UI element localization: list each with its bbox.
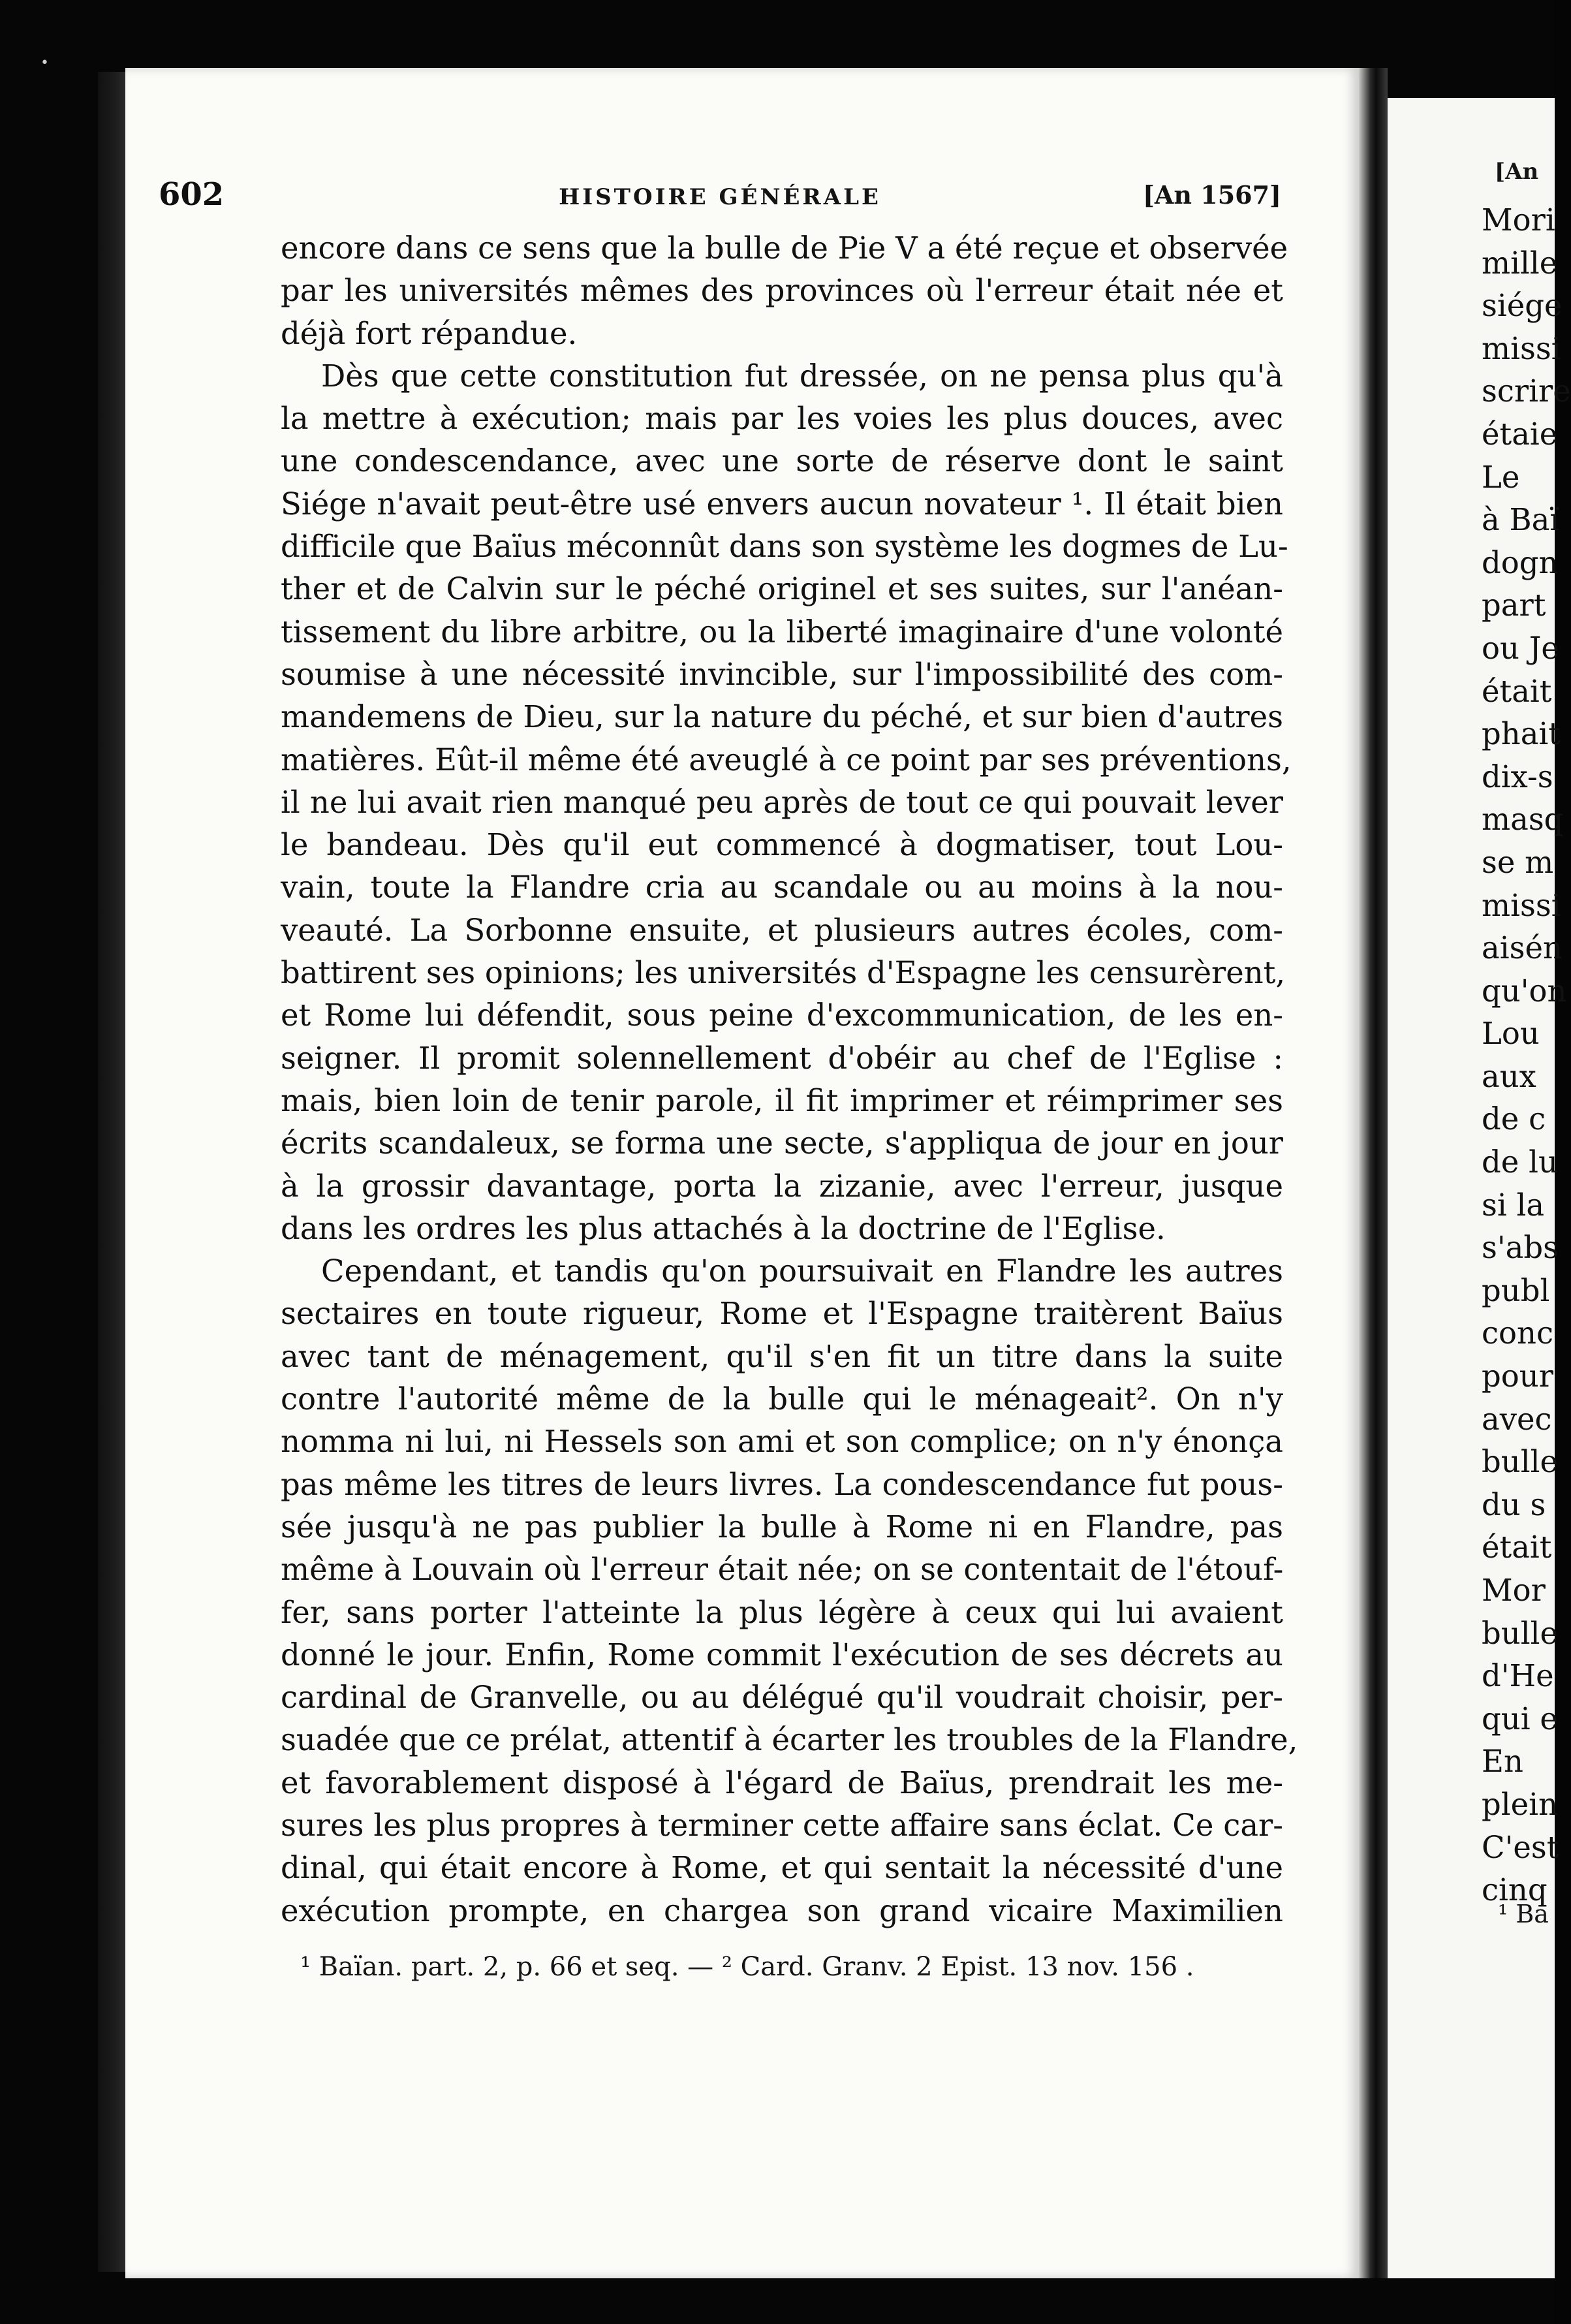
text-line: sures les plus propres à terminer cette affaire sans éclat. Ce car- xyxy=(281,1807,1283,1843)
text-line: était xyxy=(1482,1530,1552,1565)
text-line: siége xyxy=(1482,288,1563,324)
text-line: était xyxy=(1482,673,1552,709)
text-line: publ xyxy=(1482,1272,1550,1308)
text-line: du s xyxy=(1482,1486,1546,1522)
header-year: [An 1567] xyxy=(1142,180,1281,210)
text-line: C'est xyxy=(1482,1829,1559,1865)
text-line: phait xyxy=(1482,716,1561,752)
text-line: écrits scandaleux, se forma une secte, s'appliqua de jour en jour xyxy=(281,1125,1283,1161)
page-edge-shadow xyxy=(98,72,125,2272)
body-text xyxy=(281,227,1298,1932)
text-line: missi xyxy=(1482,887,1561,923)
text-line: s'abs xyxy=(1482,1230,1559,1266)
scan-edge-mark: • xyxy=(40,55,49,71)
text-line: la mettre à exécution; mais par les voies les plus douces, avec xyxy=(281,401,1283,437)
text-line: mais, bien loin de tenir parole, il fit imprimer et réimprimer ses xyxy=(281,1082,1283,1118)
text-line: avec tant de ménagement, qu'il s'en fit un titre dans la suite xyxy=(281,1338,1283,1374)
text-line: sée jusqu'à ne pas publier la bulle à Rome ni en Flandre, pas xyxy=(281,1509,1283,1545)
running-title: HISTOIRE GÉNÉRALE xyxy=(559,184,881,210)
text-line: si la xyxy=(1482,1187,1545,1223)
text-line: Mori xyxy=(1482,202,1555,238)
text-line: scrire xyxy=(1482,373,1571,409)
text-line: Dès que cette constitution fut dressée, on ne pensa plus qu'à xyxy=(321,358,1283,394)
text-line: En xyxy=(1482,1744,1523,1780)
text-line: et favorablement disposé à l'égard de Baïus, prendrait les me- xyxy=(281,1765,1283,1800)
text-line: encore dans ce sens que la bulle de Pie V a été reçue et observée xyxy=(281,230,1288,266)
text-line: aisén xyxy=(1482,930,1563,966)
text-line: de lu xyxy=(1482,1144,1558,1180)
text-line: une condescendance, avec une sorte de réserve dont le saint xyxy=(281,443,1283,479)
text-line: aux xyxy=(1482,1058,1536,1094)
text-line: Le xyxy=(1482,459,1520,495)
text-line: se m xyxy=(1482,844,1554,880)
text-line: fer, sans porter l'atteinte la plus légère à ceux qui lui avaient xyxy=(281,1594,1283,1630)
text-line: donné le jour. Enfin, Rome commit l'exécution de ses décrets au xyxy=(281,1637,1283,1672)
text-line: le bandeau. Dès qu'il eut commencé à dogmatiser, tout Lou- xyxy=(281,827,1283,863)
text-line: il ne lui avait rien manqué peu après de tout ce qui pouvait lever xyxy=(281,784,1283,820)
text-line: mille xyxy=(1482,245,1558,281)
footnote: ¹ Baïan. part. 2, p. 66 et seq. — ² Card. Granv. 2 Epist. 13 nov. 156 . xyxy=(300,1952,1194,1982)
running-header xyxy=(159,176,1281,215)
text-line: plein xyxy=(1482,1786,1558,1822)
text-line: veauté. La Sorbonne ensuite, et plusieurs autres écoles, com- xyxy=(281,912,1283,948)
text-line: matières. Eût-il même été aveuglé à ce point par ses préventions, xyxy=(281,742,1292,777)
text-line: Siége n'avait peut-être usé envers aucun novateur ¹. Il était bien xyxy=(281,486,1283,522)
text-line: dix-s xyxy=(1482,759,1553,794)
text-line: contre l'autorité même de la bulle qui le ménageait². On n'y xyxy=(281,1381,1283,1417)
text-line: même à Louvain où l'erreur était née; on se contentait de l'étouf- xyxy=(281,1552,1284,1588)
text-line: Cependant, et tandis qu'on poursuivait en Flandre les autres xyxy=(321,1253,1283,1289)
text-line: par les universités mêmes des provinces où l'erreur était née et xyxy=(281,273,1283,309)
page-number: 602 xyxy=(159,176,225,213)
text-line: mandemens de Dieu, sur la nature du péché, et sur bien d'autres xyxy=(281,699,1283,735)
text-line: exécution prompte, en chargea son grand vicaire Maximilien xyxy=(281,1892,1283,1928)
text-line: et Rome lui défendit, sous peine d'excommunication, de les en- xyxy=(281,997,1283,1033)
text-line: ou Je xyxy=(1482,630,1559,666)
text-line: nomma ni lui, ni Hessels son ami et son complice; on n'y énonça xyxy=(281,1424,1283,1460)
text-line: soumise à une nécessité invincible, sur l'impossibilité des com- xyxy=(281,656,1283,692)
right-page-text xyxy=(1482,199,1571,1912)
text-line: qu'on xyxy=(1482,973,1567,1009)
text-line: conc xyxy=(1482,1315,1554,1351)
text-line: difficile que Baïus méconnût dans son système les dogmes de Lu- xyxy=(281,529,1288,565)
text-line: dans les ordres les plus attachés à la doctrine de l'Eglise. xyxy=(281,1210,1166,1246)
text-line: Mor xyxy=(1482,1573,1546,1608)
text-line: étaie xyxy=(1482,416,1558,452)
text-line: tissement du libre arbitre, ou la liberté imaginaire d'une volonté xyxy=(281,614,1283,650)
text-line: avec xyxy=(1482,1401,1552,1437)
text-line: cardinal de Granvelle, ou au délégué qu'il voudrait choisir, per- xyxy=(281,1680,1283,1716)
text-line: part xyxy=(1482,588,1546,623)
text-line: de c xyxy=(1482,1101,1546,1137)
text-line: bulle xyxy=(1482,1444,1558,1480)
text-line: dinal, qui était encore à Rome, et qui sentait la nécessité d'une xyxy=(281,1850,1283,1886)
text-line: pas même les titres de leurs livres. La condescendance fut pous- xyxy=(281,1466,1283,1502)
text-line: cinq xyxy=(1482,1872,1548,1908)
book-gutter xyxy=(1359,68,1388,2278)
text-line: dogn xyxy=(1482,544,1559,580)
text-line: qui e xyxy=(1482,1701,1558,1736)
right-page-header: [An xyxy=(1495,159,1539,185)
text-line: bulle xyxy=(1482,1615,1558,1651)
text-line: Lou xyxy=(1482,1016,1540,1052)
text-line: battirent ses opinions; les universités d'Espagne les censurèrent, xyxy=(281,955,1286,991)
text-line: déjà fort répandue. xyxy=(281,315,578,351)
text-line: sectaires en toute rigueur, Rome et l'Espagne traitèrent Baïus xyxy=(281,1296,1283,1332)
text-line: suadée que ce prélat, attentif à écarter les troubles de la Flandre, xyxy=(281,1722,1298,1758)
text-line: vain, toute la Flandre cria au scandale ou au moins à la nou- xyxy=(281,870,1283,905)
text-line: d'He xyxy=(1482,1658,1554,1694)
text-line: ther et de Calvin sur le péché originel et ses suites, sur l'anéan- xyxy=(281,571,1283,607)
right-page-footnote: ¹ Ba xyxy=(1498,1900,1549,1928)
text-line: pour xyxy=(1482,1358,1553,1394)
text-line: à Baï xyxy=(1482,502,1560,538)
text-line: seigner. Il promit solennellement d'obéir au chef de l'Eglise : xyxy=(281,1040,1283,1076)
text-line: missi xyxy=(1482,330,1561,366)
text-line: à la grossir davantage, porta la zizanie, avec l'erreur, jusque xyxy=(281,1168,1283,1204)
text-line: masq xyxy=(1482,802,1564,838)
